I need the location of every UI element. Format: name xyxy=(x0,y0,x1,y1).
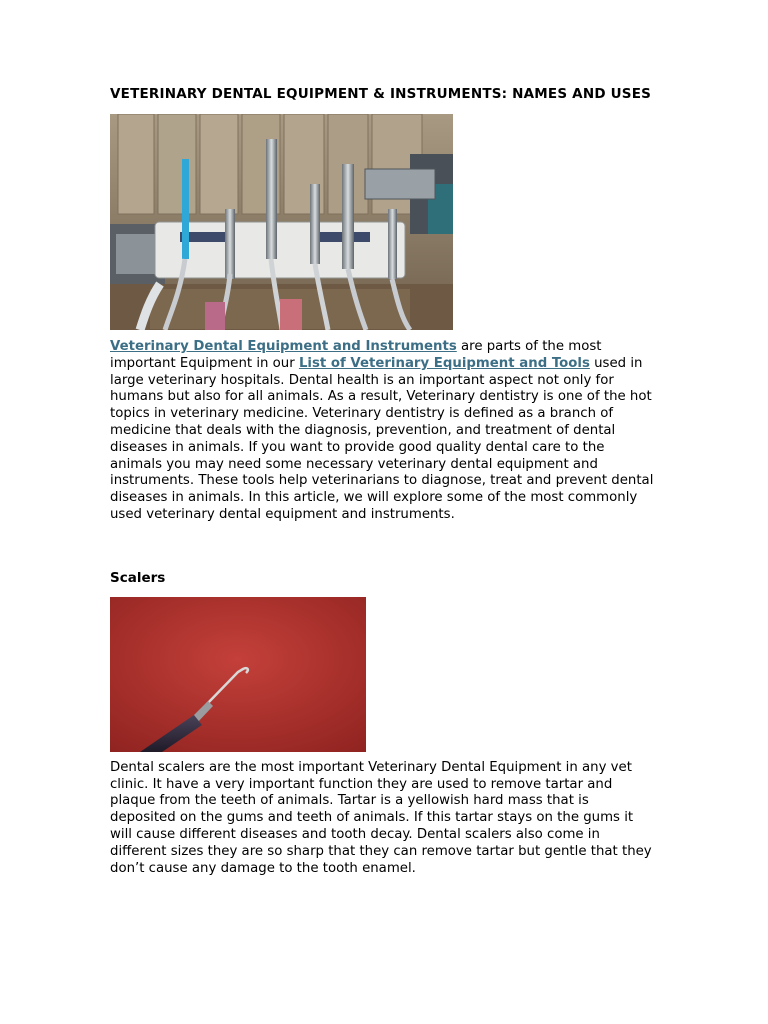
intro-text-2: used in large veterinary hospitals. Dental health is an important aspect not only for humans but also for all animals. As a result, Veterinary dentistry is one of the hot topics in veterinary medicine. Veterinary dentistry is defined as a branch of medicine that deals with the diagnosis, prevention, and treatment of dental diseases in animals. If you want to provide good quality dental care to the animals you may need some necessary veterinary dental equipment and instruments. These tools help veterinarians to diagnose, treat and prevent dental diseases in animals. In this article, we will explore some of the most commonly used veterinary dental equipment and instruments. xyxy=(110,355,654,522)
dental-scaler-photo xyxy=(110,597,366,752)
dental-equipment-photo xyxy=(110,114,453,330)
document-page xyxy=(110,85,658,877)
intro-paragraph xyxy=(110,339,658,524)
equipment-tools-list-link[interactable]: List of Veterinary Equipment and Tools xyxy=(298,355,590,371)
scalers-heading: Scalers xyxy=(110,569,166,586)
intro-text-1: are parts of the most important Equipment in our xyxy=(110,339,602,371)
scalers-paragraph: Dental scalers are the most important Veterinary Dental Equipment in any vet clinic. It have a very important function they are used to remove tartar and plaque from the teeth of animals. Tartar is a yellowish hard mass that is deposited on the gums and teeth of animals. If this tartar stays on the gums it will cause different diseases and tooth decay. Dental scalers also come in different sizes they are so sharp that they can remove tartar but gentle that they don’t cause any damage to the tooth enamel. xyxy=(110,759,652,876)
equipment-instruments-link[interactable]: Veterinary Dental Equipment and Instruments xyxy=(110,339,457,354)
page-title: VETERINARY DENTAL EQUIPMENT & INSTRUMENTS: NAMES AND USES xyxy=(110,86,652,102)
